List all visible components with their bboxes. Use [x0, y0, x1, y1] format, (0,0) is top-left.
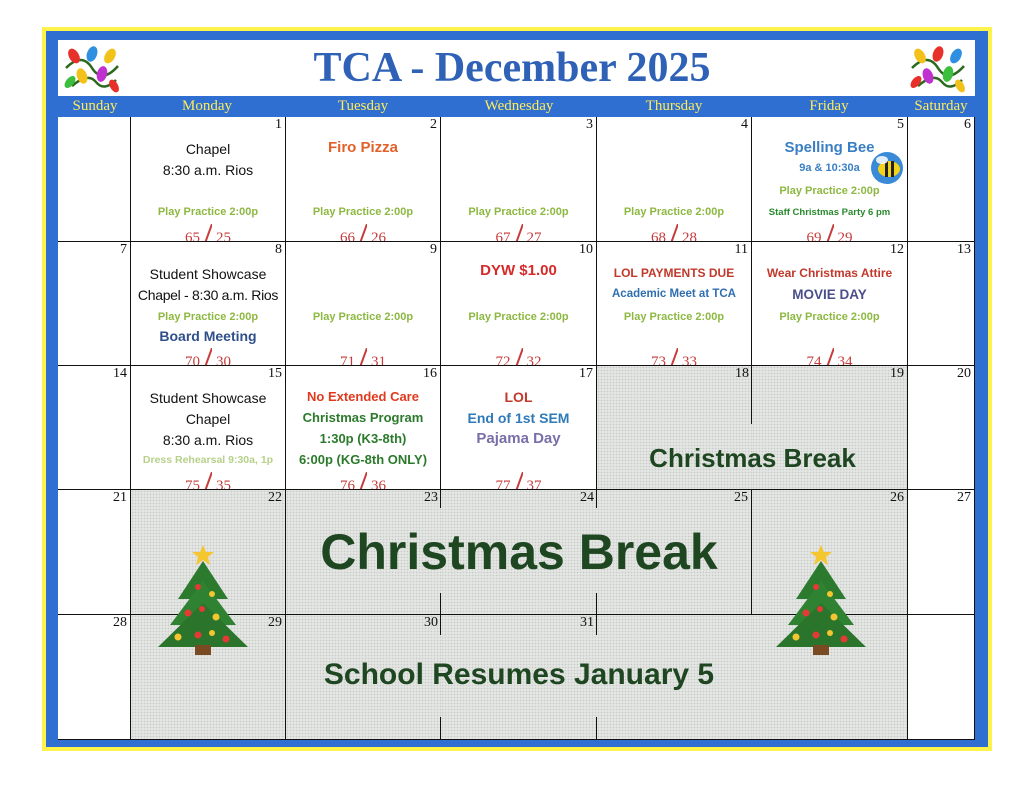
- event-time: 9a & 10:30a: [799, 162, 860, 174]
- event-student-showcase: Student Showcase: [149, 266, 267, 282]
- event-play-practice: Play Practice 2:00p: [779, 311, 880, 323]
- christmas-lights-icon: [62, 42, 122, 94]
- day-cell-4[interactable]: [597, 117, 752, 242]
- day-cell-3[interactable]: [441, 117, 597, 242]
- christmas-tree-icon: [766, 539, 876, 659]
- day-number: 6: [964, 117, 971, 132]
- event-dyw: DYW $1.00: [480, 262, 557, 279]
- day-number: 9: [430, 242, 437, 257]
- day-number: 20: [957, 366, 971, 381]
- day-count: 66 26: [286, 220, 440, 242]
- day-cell-10[interactable]: [441, 242, 597, 366]
- day-number: 7: [120, 242, 127, 257]
- christmas-tree-icon: [148, 539, 258, 659]
- event-play-practice: Play Practice 2:00p: [157, 206, 259, 218]
- day-count: 69 29: [752, 220, 907, 242]
- cell-divider: [596, 593, 597, 615]
- event-christmas-program: Christmas Program: [302, 410, 424, 425]
- event-lol-payments: LOL PAYMENTS DUE: [613, 266, 735, 280]
- day-number: 26: [890, 490, 904, 505]
- event-play-practice: Play Practice 2:00p: [312, 311, 414, 323]
- day-number: 22: [268, 490, 282, 505]
- day-number: 15: [268, 366, 282, 381]
- day-number: 13: [957, 242, 971, 257]
- day-cell-empty: [908, 615, 975, 740]
- event-time: 1:30p (K3-8th): [319, 431, 407, 446]
- day-number: 19: [890, 366, 904, 381]
- day-number: 8: [275, 242, 282, 257]
- event-play-practice: Play Practice 2:00p: [623, 206, 725, 218]
- event-pajama-day: Pajama Day: [476, 430, 561, 447]
- event-board-meeting: Board Meeting: [159, 328, 257, 344]
- weekday-tuesday: Tuesday: [337, 98, 389, 114]
- day-number: 14: [113, 366, 127, 381]
- weekday-saturday: Saturday: [914, 98, 968, 114]
- event-staff-party: Staff Christmas Party 6 pm: [768, 207, 891, 218]
- day-cell-27[interactable]: [908, 490, 975, 615]
- day-number: 29: [268, 615, 282, 630]
- day-count: 71 31: [286, 344, 440, 366]
- event-time: 8:30 a.m. Rios: [162, 432, 254, 448]
- day-number: 17: [579, 366, 593, 381]
- cell-divider: [440, 615, 441, 635]
- day-number: 5: [897, 117, 904, 132]
- day-number: 21: [113, 490, 127, 505]
- day-number: 23: [424, 490, 438, 505]
- weekday-thursday: Thursday: [645, 98, 703, 114]
- day-cell-12[interactable]: [752, 242, 908, 366]
- christmas-break-banner-small: Christmas Break: [649, 443, 856, 473]
- day-count: 70 30: [131, 344, 285, 366]
- day-count: 72 32: [441, 344, 596, 366]
- day-count: 68 28: [597, 220, 751, 242]
- day-count: 65 25: [131, 220, 285, 242]
- event-no-extended-care: No Extended Care: [307, 389, 419, 404]
- event-lol: LOL: [504, 389, 533, 405]
- day-cell-16[interactable]: [286, 366, 441, 490]
- event-movie-day: MOVIE DAY: [792, 287, 867, 302]
- day-number: 30: [424, 615, 438, 630]
- day-cell-2[interactable]: [286, 117, 441, 242]
- bee-icon: [870, 151, 904, 185]
- day-cell-7[interactable]: [58, 242, 131, 366]
- calendar-title: TCA - December 2025: [313, 45, 711, 91]
- day-number: 4: [741, 117, 748, 132]
- event-play-practice: Play Practice 2:00p: [468, 311, 569, 323]
- school-resumes-banner: School Resumes January 5: [323, 658, 715, 691]
- day-count: 73 33: [597, 344, 751, 366]
- cell-divider: [596, 717, 597, 739]
- day-cell-21[interactable]: [58, 490, 131, 615]
- day-cell-5[interactable]: [752, 117, 908, 242]
- day-cell-17[interactable]: [441, 366, 597, 490]
- weekday-monday: Monday: [182, 98, 232, 114]
- event-firo-pizza: Firo Pizza: [327, 139, 398, 156]
- day-number: 12: [890, 242, 904, 257]
- day-cell-15[interactable]: [131, 366, 286, 490]
- weekday-sunday: Sunday: [72, 98, 118, 114]
- day-number: 3: [586, 117, 593, 132]
- day-count: 77 37: [441, 468, 596, 490]
- day-number: 25: [734, 490, 748, 505]
- event-academic-meet: Academic Meet at TCA: [612, 288, 736, 300]
- day-cell-13[interactable]: [908, 242, 975, 366]
- event-spelling-bee: Spelling Bee: [784, 139, 875, 156]
- christmas-break-banner-large: Christmas Break: [320, 524, 718, 580]
- event-play-practice: Play Practice 2:00p: [779, 185, 880, 197]
- day-number: 16: [423, 366, 437, 381]
- day-number: 1: [275, 117, 282, 132]
- day-number: 24: [580, 490, 594, 505]
- day-count: 75 35: [131, 468, 285, 490]
- event-play-practice: Play Practice 2:00p: [468, 206, 569, 218]
- day-cell-11[interactable]: [597, 242, 752, 366]
- day-number: 11: [734, 242, 748, 257]
- day-cell-6[interactable]: [908, 117, 975, 242]
- day-number: 28: [113, 615, 127, 630]
- event-chapel: Chapel - 8:30 a.m. Rios: [137, 287, 279, 303]
- day-number: 31: [580, 615, 594, 630]
- cell-divider: [440, 490, 441, 508]
- day-number: 18: [735, 366, 749, 381]
- event-dress-rehearsal: Dress Rehearsal 9:30a, 1p: [142, 454, 274, 466]
- event-end-of-semester: End of 1st SEM: [467, 410, 570, 426]
- day-count: 67 27: [441, 220, 596, 242]
- day-count: 74 34: [752, 344, 907, 366]
- cell-divider: [596, 615, 597, 635]
- day-cell-28[interactable]: [58, 615, 131, 740]
- cell-divider: [440, 593, 441, 615]
- calendar-grid: [58, 117, 975, 740]
- day-cell-8[interactable]: [131, 242, 286, 366]
- weekday-friday: Friday: [809, 98, 849, 114]
- event-chapel: Chapel: [185, 141, 231, 157]
- day-cell-1[interactable]: [131, 117, 286, 242]
- day-cell-empty: [58, 117, 131, 242]
- event-play-practice: Play Practice 2:00p: [157, 311, 259, 323]
- day-cell-14[interactable]: [58, 366, 131, 490]
- event-christmas-attire: Wear Christmas Attire: [766, 266, 893, 280]
- day-number: 27: [957, 490, 971, 505]
- cell-divider: [751, 366, 752, 424]
- day-number: 2: [430, 117, 437, 132]
- day-cell-9[interactable]: [286, 242, 441, 366]
- cell-divider: [596, 490, 597, 508]
- cell-divider: [440, 717, 441, 739]
- event-chapel: Chapel: [185, 411, 231, 427]
- event-time: 8:30 a.m. Rios: [162, 162, 254, 178]
- christmas-lights-icon: [908, 42, 968, 94]
- day-number: 10: [579, 242, 593, 257]
- event-student-showcase: Student Showcase: [149, 390, 267, 406]
- day-cell-20[interactable]: [908, 366, 975, 490]
- weekday-wednesday: Wednesday: [484, 98, 554, 114]
- event-play-practice: Play Practice 2:00p: [623, 311, 725, 323]
- event-play-practice: Play Practice 2:00p: [312, 206, 414, 218]
- event-time: 6:00p (KG-8th ONLY): [298, 452, 428, 467]
- day-count: 76 36: [286, 468, 440, 490]
